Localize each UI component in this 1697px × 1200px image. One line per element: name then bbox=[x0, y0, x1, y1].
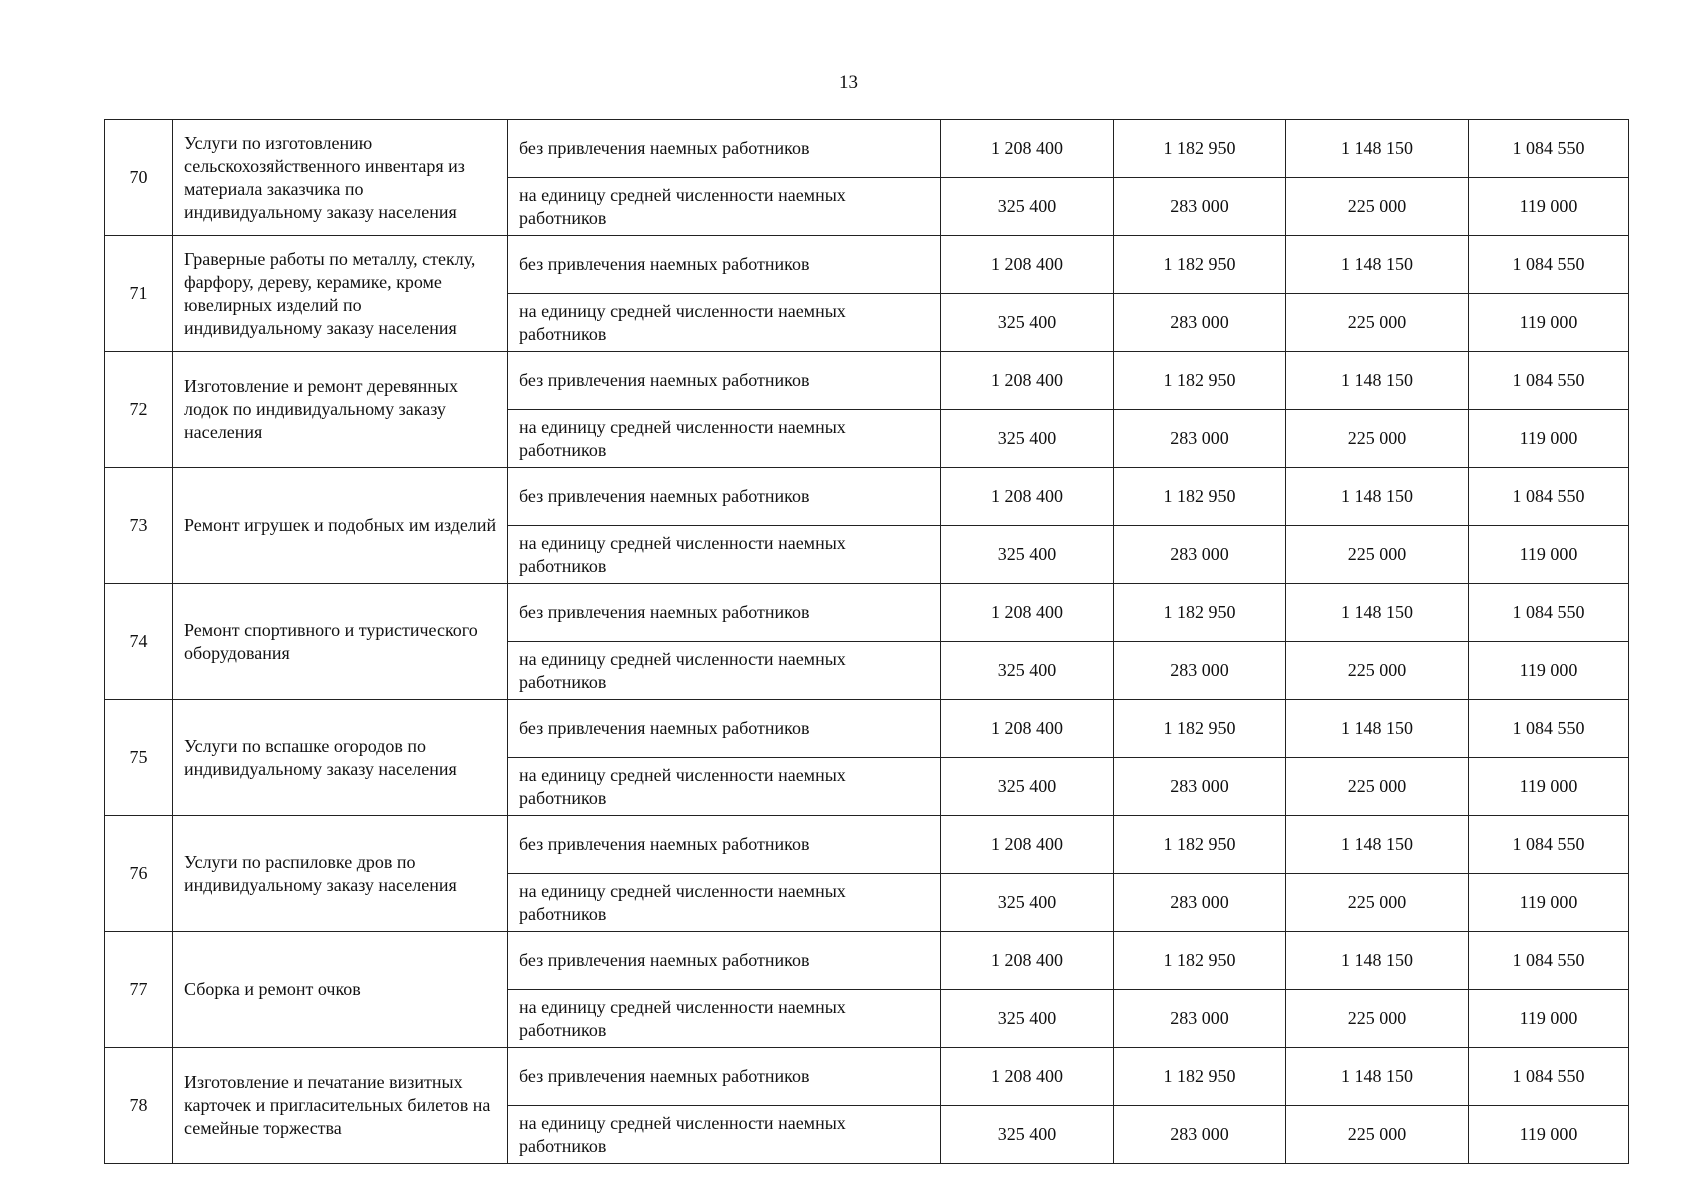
basis-no-employees: без привлечения наемных работников bbox=[508, 468, 941, 526]
value-cell: 283 000 bbox=[1114, 294, 1286, 352]
value-cell: 283 000 bbox=[1114, 642, 1286, 700]
basis-no-employees: без привлечения наемных работников bbox=[508, 236, 941, 294]
value-cell: 119 000 bbox=[1469, 178, 1629, 236]
value-cell: 325 400 bbox=[941, 410, 1114, 468]
basis-per-employee: на единицу средней численности наемных работников bbox=[508, 294, 941, 352]
value-cell: 119 000 bbox=[1469, 410, 1629, 468]
value-cell: 1 208 400 bbox=[941, 120, 1114, 178]
value-cell: 225 000 bbox=[1286, 990, 1469, 1048]
row-number: 70 bbox=[105, 120, 173, 236]
value-cell: 225 000 bbox=[1286, 526, 1469, 584]
value-cell: 225 000 bbox=[1286, 642, 1469, 700]
service-name: Услуги по вспашке огородов по индивидуальному заказу населения bbox=[173, 700, 508, 816]
value-cell: 325 400 bbox=[941, 294, 1114, 352]
table-body bbox=[105, 120, 1629, 1164]
value-cell: 1 182 950 bbox=[1114, 700, 1286, 758]
basis-per-employee: на единицу средней численности наемных работников bbox=[508, 526, 941, 584]
value-cell: 119 000 bbox=[1469, 294, 1629, 352]
service-name: Изготовление и печатание визитных карточек и пригласительных билетов на семейные торжества bbox=[173, 1048, 508, 1164]
value-cell: 283 000 bbox=[1114, 990, 1286, 1048]
value-cell: 283 000 bbox=[1114, 178, 1286, 236]
value-cell: 1 208 400 bbox=[941, 236, 1114, 294]
value-cell: 283 000 bbox=[1114, 874, 1286, 932]
value-cell: 119 000 bbox=[1469, 758, 1629, 816]
table-row bbox=[105, 584, 1629, 642]
value-cell: 1 148 150 bbox=[1286, 236, 1469, 294]
value-cell: 1 148 150 bbox=[1286, 700, 1469, 758]
value-cell: 1 208 400 bbox=[941, 468, 1114, 526]
basis-no-employees: без привлечения наемных работников bbox=[508, 120, 941, 178]
row-number: 74 bbox=[105, 584, 173, 700]
value-cell: 1 148 150 bbox=[1286, 468, 1469, 526]
value-cell: 119 000 bbox=[1469, 526, 1629, 584]
basis-per-employee: на единицу средней численности наемных работников bbox=[508, 410, 941, 468]
value-cell: 1 182 950 bbox=[1114, 468, 1286, 526]
basis-no-employees: без привлечения наемных работников bbox=[508, 700, 941, 758]
value-cell: 1 148 150 bbox=[1286, 120, 1469, 178]
value-cell: 1 182 950 bbox=[1114, 584, 1286, 642]
value-cell: 1 208 400 bbox=[941, 932, 1114, 990]
value-cell: 1 084 550 bbox=[1469, 932, 1629, 990]
value-cell: 325 400 bbox=[941, 1106, 1114, 1164]
table-row bbox=[105, 352, 1629, 410]
value-cell: 1 084 550 bbox=[1469, 468, 1629, 526]
value-cell: 1 148 150 bbox=[1286, 352, 1469, 410]
service-name: Изготовление и ремонт деревянных лодок по индивидуальному заказу населения bbox=[173, 352, 508, 468]
value-cell: 1 084 550 bbox=[1469, 120, 1629, 178]
value-cell: 325 400 bbox=[941, 178, 1114, 236]
value-cell: 1 084 550 bbox=[1469, 236, 1629, 294]
value-cell: 1 182 950 bbox=[1114, 120, 1286, 178]
basis-no-employees: без привлечения наемных работников bbox=[508, 352, 941, 410]
value-cell: 283 000 bbox=[1114, 526, 1286, 584]
value-cell: 119 000 bbox=[1469, 990, 1629, 1048]
row-number: 72 bbox=[105, 352, 173, 468]
value-cell: 325 400 bbox=[941, 990, 1114, 1048]
table-row bbox=[105, 932, 1629, 990]
value-cell: 225 000 bbox=[1286, 874, 1469, 932]
value-cell: 283 000 bbox=[1114, 758, 1286, 816]
table-row bbox=[105, 120, 1629, 178]
row-number: 76 bbox=[105, 816, 173, 932]
value-cell: 225 000 bbox=[1286, 178, 1469, 236]
service-name: Услуги по изготовлению сельскохозяйственного инвентаря из материала заказчика по индивидуальному заказу населения bbox=[173, 120, 508, 236]
service-name: Ремонт игрушек и подобных им изделий bbox=[173, 468, 508, 584]
row-number: 75 bbox=[105, 700, 173, 816]
value-cell: 225 000 bbox=[1286, 410, 1469, 468]
row-number: 77 bbox=[105, 932, 173, 1048]
basis-no-employees: без привлечения наемных работников bbox=[508, 1048, 941, 1106]
row-number: 71 bbox=[105, 236, 173, 352]
row-number: 78 bbox=[105, 1048, 173, 1164]
value-cell: 1 148 150 bbox=[1286, 816, 1469, 874]
value-cell: 1 148 150 bbox=[1286, 932, 1469, 990]
value-cell: 1 084 550 bbox=[1469, 352, 1629, 410]
row-number: 73 bbox=[105, 468, 173, 584]
table-row bbox=[105, 236, 1629, 294]
basis-per-employee: на единицу средней численности наемных работников bbox=[508, 990, 941, 1048]
value-cell: 1 084 550 bbox=[1469, 816, 1629, 874]
value-cell: 283 000 bbox=[1114, 410, 1286, 468]
tax-rates-table bbox=[104, 119, 1629, 1164]
page-number: 13 bbox=[839, 72, 858, 93]
value-cell: 1 182 950 bbox=[1114, 236, 1286, 294]
value-cell: 1 208 400 bbox=[941, 584, 1114, 642]
value-cell: 225 000 bbox=[1286, 294, 1469, 352]
table-row bbox=[105, 468, 1629, 526]
basis-per-employee: на единицу средней численности наемных работников bbox=[508, 758, 941, 816]
service-name: Сборка и ремонт очков bbox=[173, 932, 508, 1048]
basis-no-employees: без привлечения наемных работников bbox=[508, 932, 941, 990]
value-cell: 1 208 400 bbox=[941, 1048, 1114, 1106]
basis-per-employee: на единицу средней численности наемных работников bbox=[508, 874, 941, 932]
value-cell: 1 182 950 bbox=[1114, 816, 1286, 874]
value-cell: 325 400 bbox=[941, 874, 1114, 932]
value-cell: 325 400 bbox=[941, 526, 1114, 584]
value-cell: 119 000 bbox=[1469, 642, 1629, 700]
value-cell: 1 208 400 bbox=[941, 816, 1114, 874]
value-cell: 1 148 150 bbox=[1286, 584, 1469, 642]
value-cell: 1 182 950 bbox=[1114, 1048, 1286, 1106]
value-cell: 225 000 bbox=[1286, 758, 1469, 816]
value-cell: 119 000 bbox=[1469, 874, 1629, 932]
value-cell: 119 000 bbox=[1469, 1106, 1629, 1164]
value-cell: 1 084 550 bbox=[1469, 700, 1629, 758]
service-name: Граверные работы по металлу, стеклу, фарфору, дереву, керамике, кроме ювелирных изделий по индивидуальному заказу населения bbox=[173, 236, 508, 352]
service-name: Услуги по распиловке дров по индивидуальному заказу населения bbox=[173, 816, 508, 932]
table-row bbox=[105, 1048, 1629, 1106]
value-cell: 283 000 bbox=[1114, 1106, 1286, 1164]
table-row bbox=[105, 700, 1629, 758]
value-cell: 1 084 550 bbox=[1469, 584, 1629, 642]
value-cell: 325 400 bbox=[941, 642, 1114, 700]
value-cell: 325 400 bbox=[941, 758, 1114, 816]
basis-no-employees: без привлечения наемных работников bbox=[508, 816, 941, 874]
basis-no-employees: без привлечения наемных работников bbox=[508, 584, 941, 642]
value-cell: 1 208 400 bbox=[941, 352, 1114, 410]
service-name: Ремонт спортивного и туристического оборудования bbox=[173, 584, 508, 700]
value-cell: 1 148 150 bbox=[1286, 1048, 1469, 1106]
value-cell: 1 182 950 bbox=[1114, 352, 1286, 410]
value-cell: 225 000 bbox=[1286, 1106, 1469, 1164]
basis-per-employee: на единицу средней численности наемных работников bbox=[508, 642, 941, 700]
value-cell: 1 182 950 bbox=[1114, 932, 1286, 990]
table-row bbox=[105, 816, 1629, 874]
value-cell: 1 084 550 bbox=[1469, 1048, 1629, 1106]
basis-per-employee: на единицу средней численности наемных работников bbox=[508, 178, 941, 236]
value-cell: 1 208 400 bbox=[941, 700, 1114, 758]
basis-per-employee: на единицу средней численности наемных работников bbox=[508, 1106, 941, 1164]
